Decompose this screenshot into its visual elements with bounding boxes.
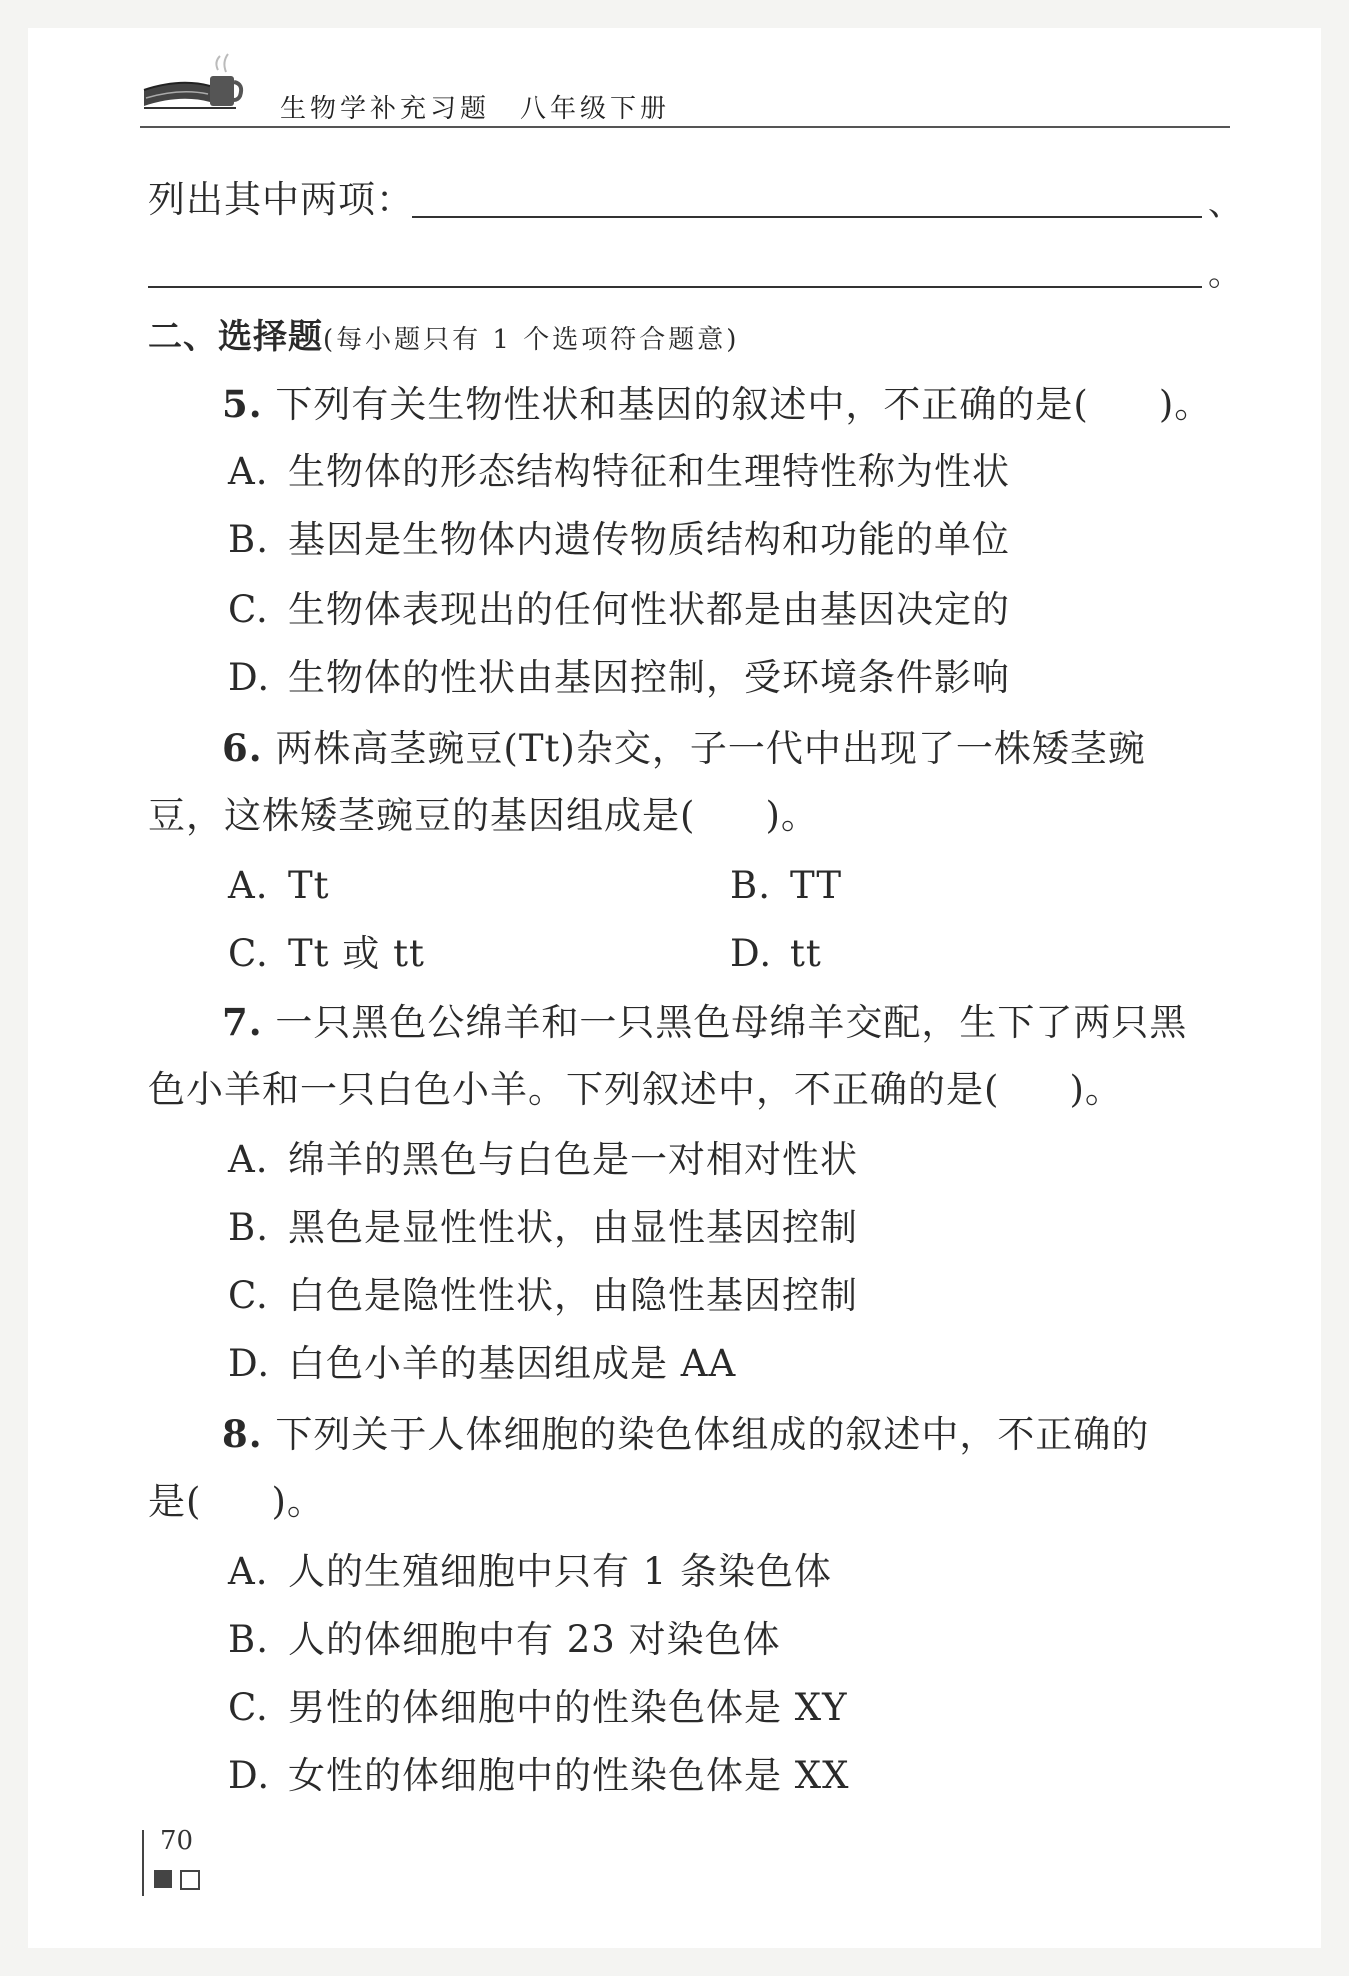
option-text: 绵羊的黑色与白色是一对相对性状 — [288, 1138, 858, 1181]
page-header — [140, 50, 1230, 130]
option-text: 生物体的形态结构特征和生理特性称为性状 — [288, 450, 1010, 493]
answer-blank-1[interactable] — [412, 216, 1202, 218]
option-c — [228, 586, 1010, 634]
section-heading — [148, 312, 739, 364]
option-a — [228, 1548, 832, 1596]
option-text: TT — [790, 864, 843, 907]
question-text: 色小羊和一只白色小羊。下列叙述中，不正确的是( — [148, 1068, 1000, 1111]
option-letter: A. — [228, 1138, 269, 1181]
option-letter: B. — [228, 518, 269, 561]
option-text: 人的生殖细胞中只有 1 条染色体 — [288, 1550, 833, 1593]
section-note: (每小题只有 1 个选项符合题意) — [323, 325, 740, 355]
option-a — [228, 1136, 858, 1184]
question-close: )。 — [1069, 1068, 1123, 1111]
option-text: 女性的体细胞中的性染色体是 XX — [288, 1754, 850, 1797]
separator-comma: 、 — [1208, 184, 1242, 224]
question-number: 8. — [222, 1412, 263, 1456]
question-text: 是( — [148, 1480, 202, 1523]
option-text: 生物体表现出的任何性状都是由基因决定的 — [288, 588, 1010, 631]
question-8-stem — [222, 1410, 1149, 1459]
question-close: )。 — [1158, 383, 1213, 426]
header-title: 生物学补充习题 八年级下册 — [280, 94, 671, 124]
question-close: )。 — [271, 1480, 325, 1523]
header-divider — [140, 126, 1230, 128]
option-b — [228, 516, 1010, 564]
question-6-stem-cont — [148, 792, 819, 840]
option-text: 生物体的性状由基因控制，受环境条件影响 — [288, 656, 1010, 699]
option-letter: C. — [228, 1274, 269, 1317]
option-a — [228, 862, 330, 910]
option-text: 人的体细胞中有 23 对染色体 — [288, 1618, 781, 1661]
question-number: 6. — [222, 726, 263, 770]
question-text: 豆，这株矮茎豌豆的基因组成是( — [148, 794, 696, 837]
end-period: 。 — [1208, 254, 1242, 294]
answer-blank-2[interactable] — [148, 286, 1202, 288]
question-number: 7. — [222, 1000, 263, 1044]
section-title: 二、选择题 — [148, 317, 323, 357]
empty-square-icon — [180, 1870, 200, 1890]
question-5-stem — [222, 380, 1212, 429]
option-text: 黑色是显性性状，由显性基因控制 — [288, 1206, 858, 1249]
question-8-stem-cont — [148, 1478, 325, 1526]
option-c — [228, 1684, 848, 1732]
question-7-stem-cont — [148, 1066, 1123, 1114]
option-b — [228, 1616, 781, 1664]
question-number: 5. — [222, 382, 263, 426]
option-d — [228, 654, 1010, 702]
option-text: 白色小羊的基因组成是 AA — [288, 1342, 737, 1385]
book-and-cup-icon — [140, 50, 250, 120]
option-text: 白色是隐性性状，由隐性基因控制 — [288, 1274, 858, 1317]
option-letter: B. — [228, 1618, 269, 1661]
option-d — [228, 1752, 849, 1800]
option-text: tt — [790, 932, 822, 975]
option-letter: D. — [228, 656, 271, 699]
footer-divider — [142, 1830, 144, 1896]
option-text: 男性的体细胞中的性染色体是 XY — [288, 1686, 848, 1729]
option-letter: B. — [730, 864, 771, 907]
option-letter: C. — [228, 932, 269, 975]
option-letter: A. — [228, 1550, 269, 1593]
option-letter: A. — [228, 864, 269, 907]
option-text: Tt — [288, 864, 330, 907]
option-letter: D. — [730, 932, 773, 975]
question-text: 下列关于人体细胞的染色体组成的叙述中，不正确的 — [275, 1413, 1150, 1456]
question-text: 一只黑色公绵羊和一只黑色母绵羊交配，生下了两只黑 — [275, 1001, 1188, 1044]
option-letter: B. — [228, 1206, 269, 1249]
question-7-stem — [222, 998, 1187, 1047]
option-d — [228, 1340, 736, 1388]
question-text: 两株高茎豌豆(Tt)杂交，子一代中出现了一株矮茎豌 — [275, 727, 1146, 770]
option-text: Tt 或 tt — [288, 932, 425, 975]
page-number: 70 — [160, 1826, 194, 1856]
question-6-stem — [222, 724, 1146, 773]
option-b — [730, 862, 842, 910]
option-d — [730, 930, 822, 978]
option-c — [228, 1272, 858, 1320]
option-letter: D. — [228, 1754, 271, 1797]
question-close: )。 — [765, 794, 819, 837]
option-text: 基因是生物体内遗传物质结构和功能的单位 — [288, 518, 1010, 561]
question-text: 下列有关生物性状和基因的叙述中，不正确的是( — [275, 383, 1089, 426]
option-letter: C. — [228, 1686, 269, 1729]
option-letter: D. — [228, 1342, 271, 1385]
option-c — [228, 930, 425, 978]
option-b — [228, 1204, 858, 1252]
filled-square-icon — [154, 1870, 172, 1888]
option-letter: A. — [228, 450, 269, 493]
option-letter: C. — [228, 588, 269, 631]
option-a — [228, 448, 1010, 496]
fill-prompt: 列出其中两项： — [148, 178, 414, 221]
